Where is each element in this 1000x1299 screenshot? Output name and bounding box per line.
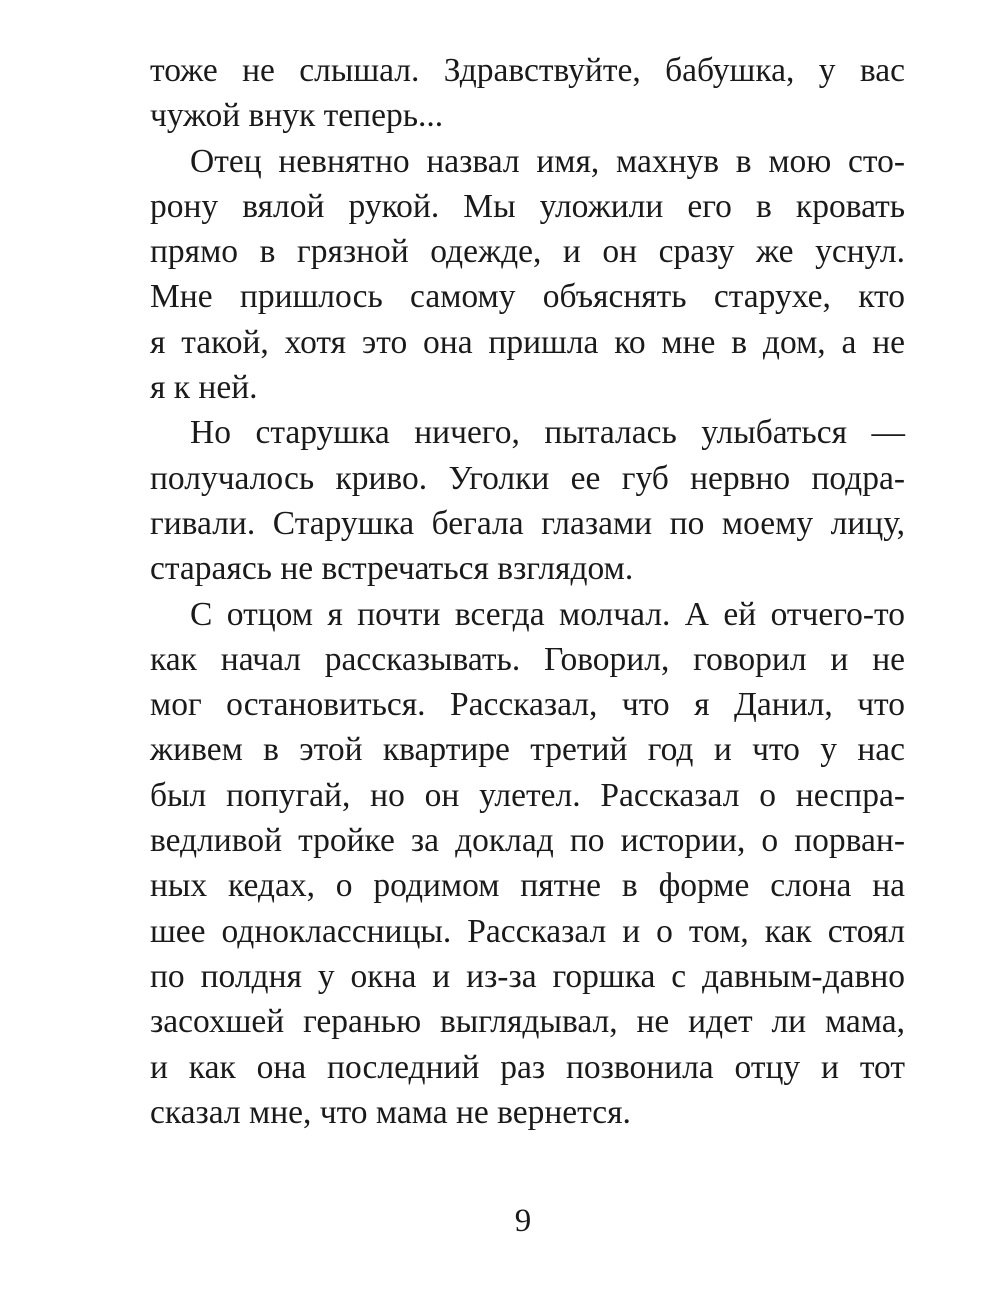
- text-line: получалось криво. Уголки ее губ нервно подра-: [150, 459, 905, 497]
- text-line: гивали. Старушка бегала глазами по моему лицу,: [150, 504, 905, 542]
- text-line: рону вялой рукой. Мы уложили его в кровать: [150, 187, 905, 225]
- text-line: стараясь не встречаться взглядом.: [150, 550, 634, 588]
- text-line: мог остановиться. Рассказал, что я Данил, что: [150, 686, 905, 724]
- text-line: чужой внук теперь...: [150, 97, 444, 135]
- text-line: С отцом я почти всегда молчал. А ей отчего-то: [190, 595, 905, 633]
- page-body: [150, 48, 905, 1135]
- text-line: по полдня у окна и из-за горшка с давным-давно: [150, 957, 905, 995]
- text-line: засохшей геранью выглядывал, не идет ли мама,: [150, 1003, 905, 1041]
- text-line: Мне пришлось самому объяснять старухе, кто: [150, 278, 905, 316]
- paragraph: [150, 139, 905, 411]
- text-line: я к ней.: [150, 369, 258, 407]
- text-line: был попугай, но он улетел. Рассказал о неспра-: [150, 776, 905, 814]
- paragraph: [150, 592, 905, 1136]
- text-line: живем в этой квартире третий год и что у нас: [150, 731, 905, 769]
- text-line: тоже не слышал. Здравствуйте, бабушка, у вас: [150, 52, 905, 89]
- text-line: прямо в грязной одежде, и он сразу же уснул.: [150, 233, 905, 271]
- text-line: как начал рассказывать. Говорил, говорил и не: [150, 640, 905, 678]
- text-line: Отец невнятно назвал имя, махнув в мою сто-: [190, 142, 905, 180]
- paragraph: [150, 48, 905, 139]
- text-line: я такой, хотя это она пришла ко мне в дом, а не: [150, 323, 905, 361]
- text-line: и как она последний раз позвонила отцу и тот: [150, 1048, 905, 1086]
- text-line: сказал мне, что мама не вернется.: [150, 1093, 631, 1131]
- text-line: ведливой тройке за доклад по истории, о порван-: [150, 822, 905, 860]
- text-line: Но старушка ничего, пыталась улыбаться —: [190, 414, 905, 452]
- page-number: 9: [514, 1203, 532, 1239]
- text-line: ных кедах, о родимом пятне в форме слона на: [150, 867, 905, 905]
- text-line: шее одноклассницы. Рассказал и о том, как стоял: [150, 912, 905, 950]
- paragraph: [150, 410, 905, 591]
